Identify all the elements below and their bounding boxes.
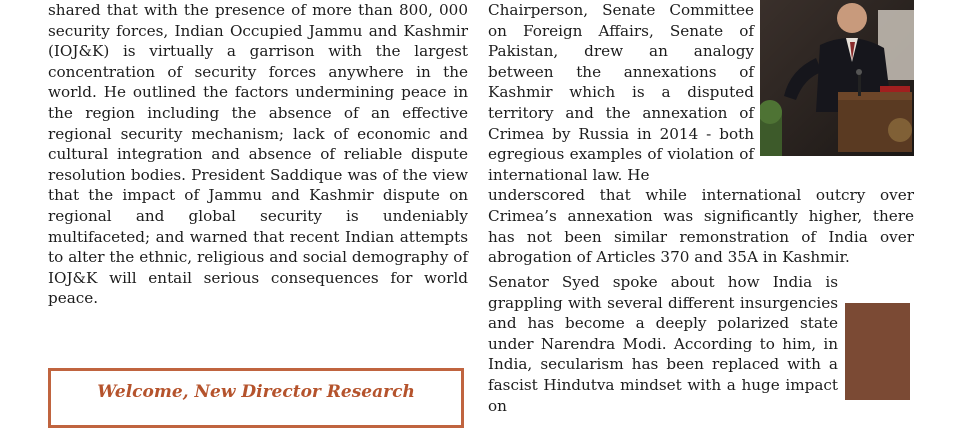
decorative-image-block: [845, 303, 910, 400]
right-column-lower: [488, 272, 838, 416]
left-column-text: [48, 0, 468, 309]
right-paragraph-1-wrapped: Chairperson, Senate Committee on Foreign Affairs, Senate of Pakistan, drew an analogy between the annexations of Kashmir which is a disputed territory and the annexation of Crimea by Russia in 2014 - both egregious examples of violation of international law. He: [488, 1, 754, 184]
left-paragraph: shared that with the presence of more than 800, 000 security forces, Indian Occupied Jammu and Kashmir (IOJ&K) is virtually a garrison with the largest concentration of security forces anywhere in the world. He outlined the factors undermining peace in the region including the absence of an effective regional security mechanism; lack of economic and cultural integration and absence of reliable dispute resolution bodies. President Saddique was of the view that the impact of Jammu and Kashmir dispute on regional and global security is undeniably multifaceted; and warned that recent Indian attempts to alter the ethnic, religious and social demography of IOJ&K will entail serious consequences for world peace.: [48, 1, 468, 308]
welcome-box: [48, 368, 464, 428]
speaker-photo: [760, 0, 914, 156]
right-paragraph-1-continued: underscored that while international outcry over Crimea’s annexation was significantly higher, there has not been similar remonstration of India over abrogation of Articles 370 and 35A in Kashmir.: [488, 186, 914, 267]
welcome-box-title: Welcome, New Director Research: [97, 382, 415, 402]
speaker-photo-illustration: [760, 0, 914, 156]
right-paragraph-2: Senator Syed spoke about how India is grappling with several different insurgencies and has become a deeply polarized state under Narendra Modi. According to him, in India, secularism has been replaced with a fascist Hindutva mindset with a huge impact on: [488, 273, 838, 415]
